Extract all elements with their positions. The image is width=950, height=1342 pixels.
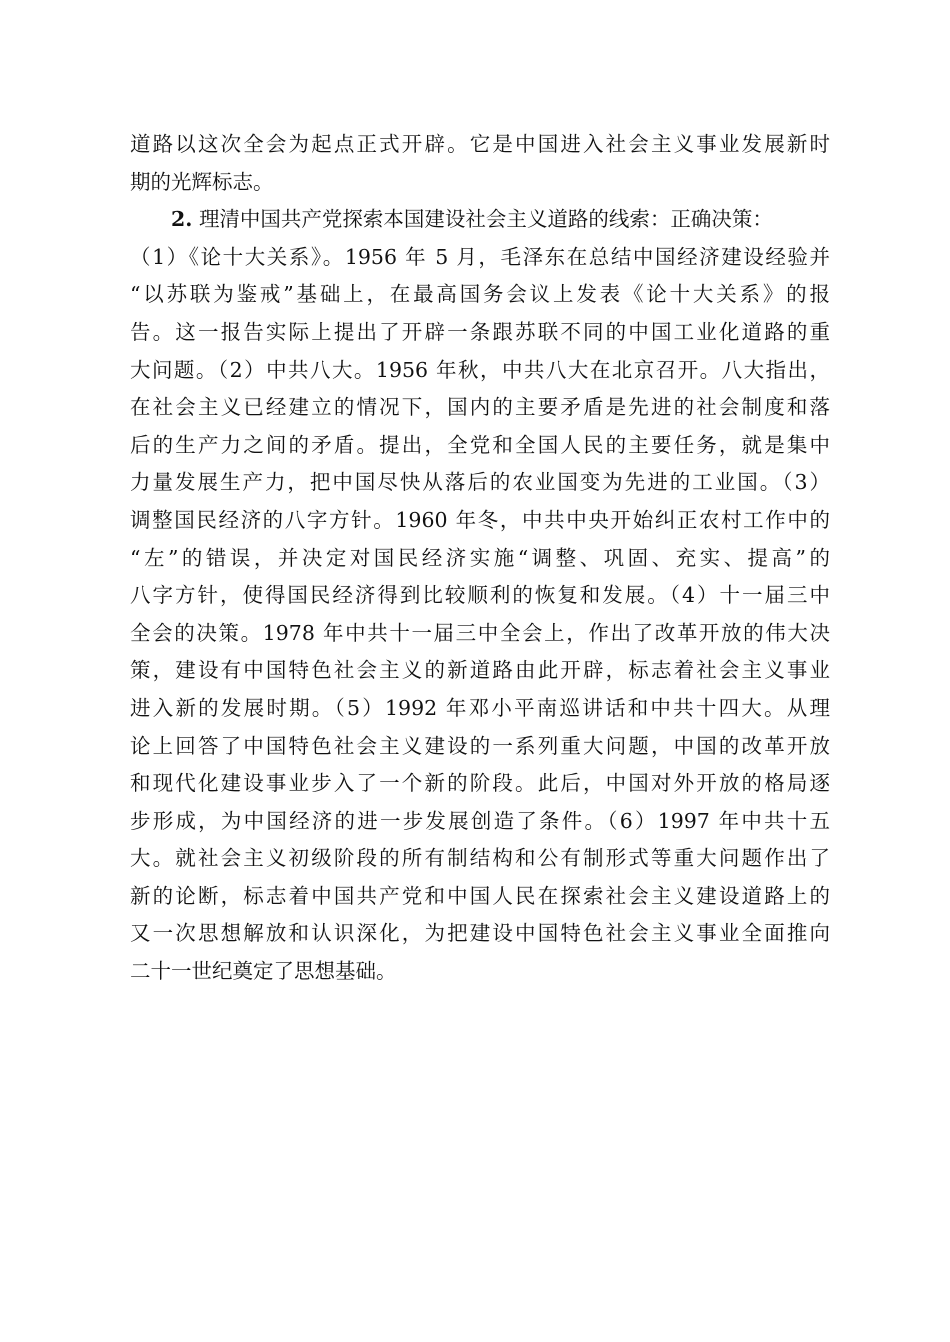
- body-text: [130, 126, 830, 991]
- paragraph-2-line-2: “以苏联为鉴戒”基础上，在最高国务会议上发表《论十大关系》的报: [130, 282, 830, 307]
- section-heading: [130, 201, 830, 239]
- paragraph-2-line-12: 策，建设有中国特色社会主义的新道路由此开辟，标志着社会主义事业: [130, 658, 830, 683]
- paragraph-2-line-5: 在社会主义已经建立的情况下，国内的主要矛盾是先进的社会制度和落: [130, 395, 830, 420]
- paragraph-2-line-15: 和现代化建设事业步入了一个新的阶段。此后，中国对外开放的格局逐: [130, 771, 830, 796]
- paragraph-2-line-9: “左”的错误，并决定对国民经济实施“调整、巩固、充实、提高”的: [130, 545, 830, 570]
- paragraph-1-line-2: 期的光辉标志。: [130, 169, 274, 194]
- paragraph-2-line-18: 新的论断，标志着中国共产党和中国人民在探索社会主义建设道路上的: [130, 883, 830, 908]
- paragraph-2-line-14: 论上回答了中国特色社会主义建设的一系列重大问题，中国的改革开放: [130, 733, 830, 758]
- paragraph-2-line-17: 大。就社会主义初级阶段的所有制结构和公有制形式等重大问题作出了: [130, 846, 830, 871]
- paragraph-1-line-1: 道路以这次全会为起点正式开辟。它是中国进入社会主义事业发展新时: [130, 132, 830, 156]
- paragraph-2-line-20: 二十一世纪奠定了思想基础。: [130, 959, 397, 984]
- paragraph-2-line-4: 大问题。（2）中共八大。1956 年秋，中共八大在北京召开。八大指出，: [130, 357, 830, 382]
- heading-text: 理清中国共产党探索本国建设社会主义道路的线索：正确决策：: [198, 207, 773, 232]
- paragraph-2-line-13: 进入新的发展时期。（5）1992 年邓小平南巡讲话和中共十四大。从理: [130, 695, 830, 720]
- paragraph-2-line-3: 告。这一报告实际上提出了开辟一条跟苏联不同的中国工业化道路的重: [130, 319, 830, 344]
- paragraph-2-line-19: 又一次思想解放和认识深化，为把建设中国特色社会主义事业全面推向: [130, 921, 830, 946]
- paragraph-2-line-1: （1）《论十大关系》。1956 年 5 月，毛泽东在总结中国经济建设经验并: [130, 244, 830, 269]
- paragraph-2-line-7: 力量发展生产力，把中国尽快从落后的农业国变为先进的工业国。（3）: [130, 470, 830, 495]
- paragraph-2-line-8: 调整国民经济的八字方针。1960 年冬，中共中央开始纠正农村工作中的: [130, 507, 830, 532]
- paragraph-2-line-16: 步形成，为中国经济的进一步发展创造了条件。（6）1997 年中共十五: [130, 808, 830, 833]
- paragraph-2-line-10: 八字方针，使得国民经济得到比较顺利的恢复和发展。（4）十一届三中: [130, 583, 830, 608]
- paragraph-2-line-11: 全会的决策。1978 年中共十一届三中全会上，作出了改革开放的伟大决: [130, 620, 830, 645]
- heading-number: 2.: [171, 207, 193, 232]
- paragraph-2-line-6: 后的生产力之间的矛盾。提出，全党和全国人民的主要任务，就是集中: [130, 432, 830, 457]
